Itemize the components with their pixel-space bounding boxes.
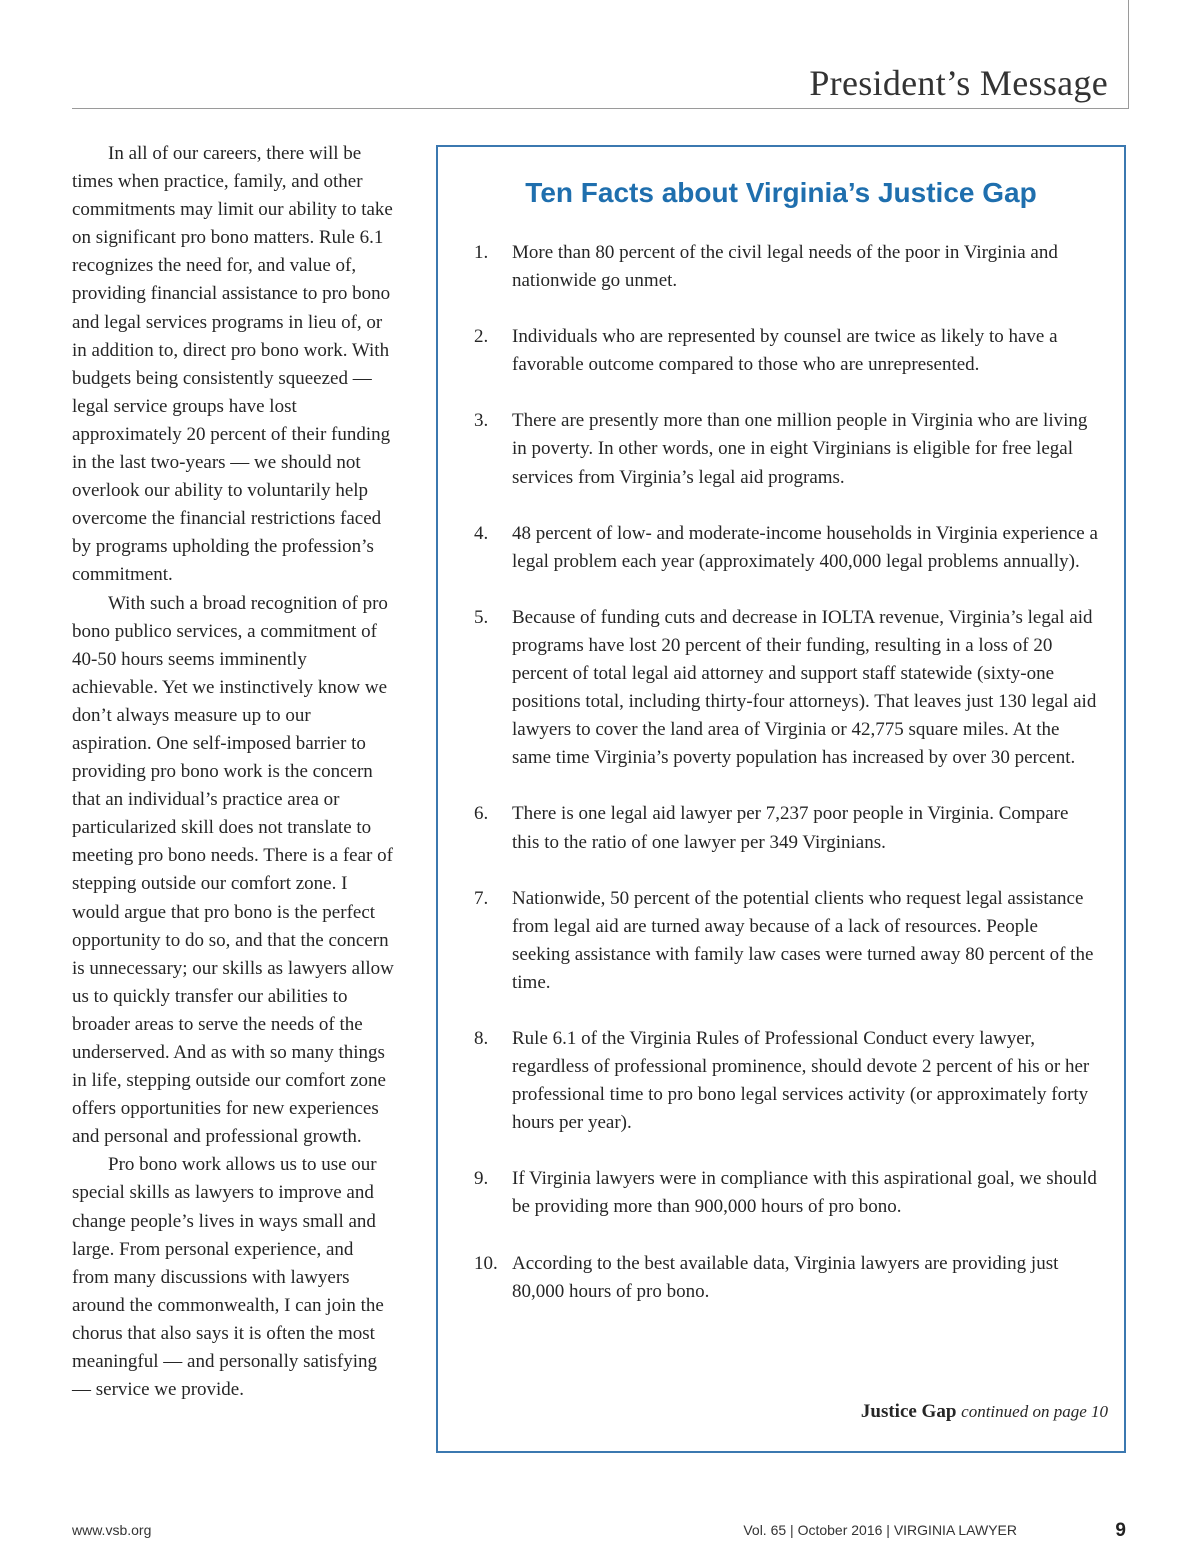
footer-issue-info: Vol. 65 | October 2016 | VIRGINIA LAWYER — [743, 1522, 1017, 1538]
facts-title: Ten Facts about Virginia’s Justice Gap — [525, 177, 1037, 208]
fact-number: 7. — [474, 887, 489, 909]
facts-sidebar-box — [436, 145, 1126, 1453]
fact-text: According to the best available data, Virginia lawyers are providing just 80,000 hours of pro bono. — [512, 1252, 1059, 1302]
fact-text: There are presently more than one million people in Virginia who are living in poverty. In other words, one in eight Virginians is eligible for free legal services from Virginia’s legal aid programs. — [512, 410, 1088, 488]
left-column — [72, 140, 394, 1404]
fact-number: 8. — [474, 1027, 489, 1049]
paragraph: With such a broad recognition of pro bono publico services, a commitment of 40-50 hours seems imminently achievable. Yet we instinctively know we don’t always measure up to our aspiration. One self-imposed barrier to providing pro bono work is the concern that an individual’s practice area or particularized skill does not translate to meeting pro bono needs. There is a fear of stepping outside our comfort zone. I would argue that pro bono is the perfect opportunity to do so, and that the concern is unnecessary; our skills as lawyers allow us to quickly transfer our abilities to broader areas to serve the needs of the underserved. And as with so many things in life, stepping outside our comfort zone offers opportunities for new experiences and personal and professional growth. — [72, 592, 394, 1148]
paragraph: In all of our careers, there will be times when practice, family, and other commitments may limit our ability to take on significant pro bono matters. Rule 6.1 recognizes the need for, and value of, providing financial assistance to pro bono and legal services programs in lieu of, or in addition to, direct pro bono work. With budgets being consistently squeezed — legal service groups have lost approximately 20 percent of their funding in the last two-years — we should not overlook our ability to voluntarily help overcome the financial restrictions faced by programs upholding the profession’s commitment. — [72, 143, 393, 586]
fact-text: If Virginia lawyers were in compliance with this aspirational goal, we should be providing more than 900,000 hours of pro bono. — [512, 1168, 1097, 1218]
paragraph: Pro bono work allows us to use our special skills as lawyers to improve and change people’s lives in ways small and large. From personal experience, and from many discussions with lawyers around the commonwealth, I can join the chorus that also says it is often the most meaningful — and personally satisfying — service we provide. — [72, 1154, 384, 1401]
footer-website[interactable]: www.vsb.org — [72, 1522, 152, 1538]
fact-text: Rule 6.1 of the Virginia Rules of Professional Conduct every lawyer, regardless of professional prominence, should devote 2 percent of his or her professional time to pro bono legal services activity (or approximately forty hours per year). — [512, 1027, 1090, 1134]
fact-item — [474, 885, 1100, 997]
fact-text: More than 80 percent of the civil legal needs of the poor in Virginia and nationwide go unmet. — [512, 242, 1058, 292]
fact-text: Because of funding cuts and decrease in IOLTA revenue, Virginia’s legal aid programs have lost 20 percent of their funding, resulting in a loss of 20 percent of total legal aid attorney and support staff statewide (sixty-one positions total, including thirty-four attorneys). That leaves just 130 legal aid lawyers to cover the land area of Virginia or 42,775 square miles. At the same time Virginia’s poverty population has increased by over 30 percent. — [512, 606, 1097, 769]
fact-text: 48 percent of low- and moderate-income households in Virginia experience a legal problem each year (approximately 400,000 legal problems annually). — [512, 522, 1098, 572]
page-number: 9 — [1115, 1520, 1126, 1541]
fact-number: 2. — [474, 326, 489, 348]
fact-number: 9. — [474, 1168, 489, 1190]
continued-page-ref[interactable]: continued on page 10 — [961, 1402, 1108, 1421]
continued-note — [861, 1401, 1108, 1423]
fact-item — [474, 520, 1100, 576]
continued-label: Justice Gap — [860, 1401, 957, 1422]
fact-number: 10. — [474, 1252, 498, 1274]
fact-item — [474, 1250, 1100, 1306]
fact-item — [474, 323, 1100, 379]
fact-item — [474, 239, 1100, 295]
fact-number: 4. — [474, 522, 489, 544]
fact-number: 5. — [474, 606, 489, 628]
fact-item — [474, 800, 1100, 856]
fact-number: 6. — [474, 803, 489, 825]
header-vertical-divider — [1128, 0, 1129, 109]
fact-item — [474, 407, 1100, 491]
fact-item — [474, 1165, 1100, 1221]
header-divider — [72, 108, 1129, 109]
fact-item — [474, 1025, 1100, 1137]
fact-text: Nationwide, 50 percent of the potential clients who request legal assistance from legal aid are turned away because of a lack of resources. People seeking assistance with family law cases were turned away 80 percent of the time. — [512, 887, 1094, 993]
fact-number: 1. — [474, 242, 489, 263]
facts-list — [474, 239, 1100, 1334]
section-title: President’s Message — [809, 63, 1108, 103]
fact-item — [474, 604, 1100, 773]
fact-number: 3. — [474, 410, 489, 432]
fact-text: There is one legal aid lawyer per 7,237 poor people in Virginia. Compare this to the ratio of one lawyer per 349 Virginians. — [512, 803, 1069, 853]
fact-text: Individuals who are represented by counsel are twice as likely to have a favorable outcome compared to those who are unrepresented. — [512, 326, 1058, 376]
